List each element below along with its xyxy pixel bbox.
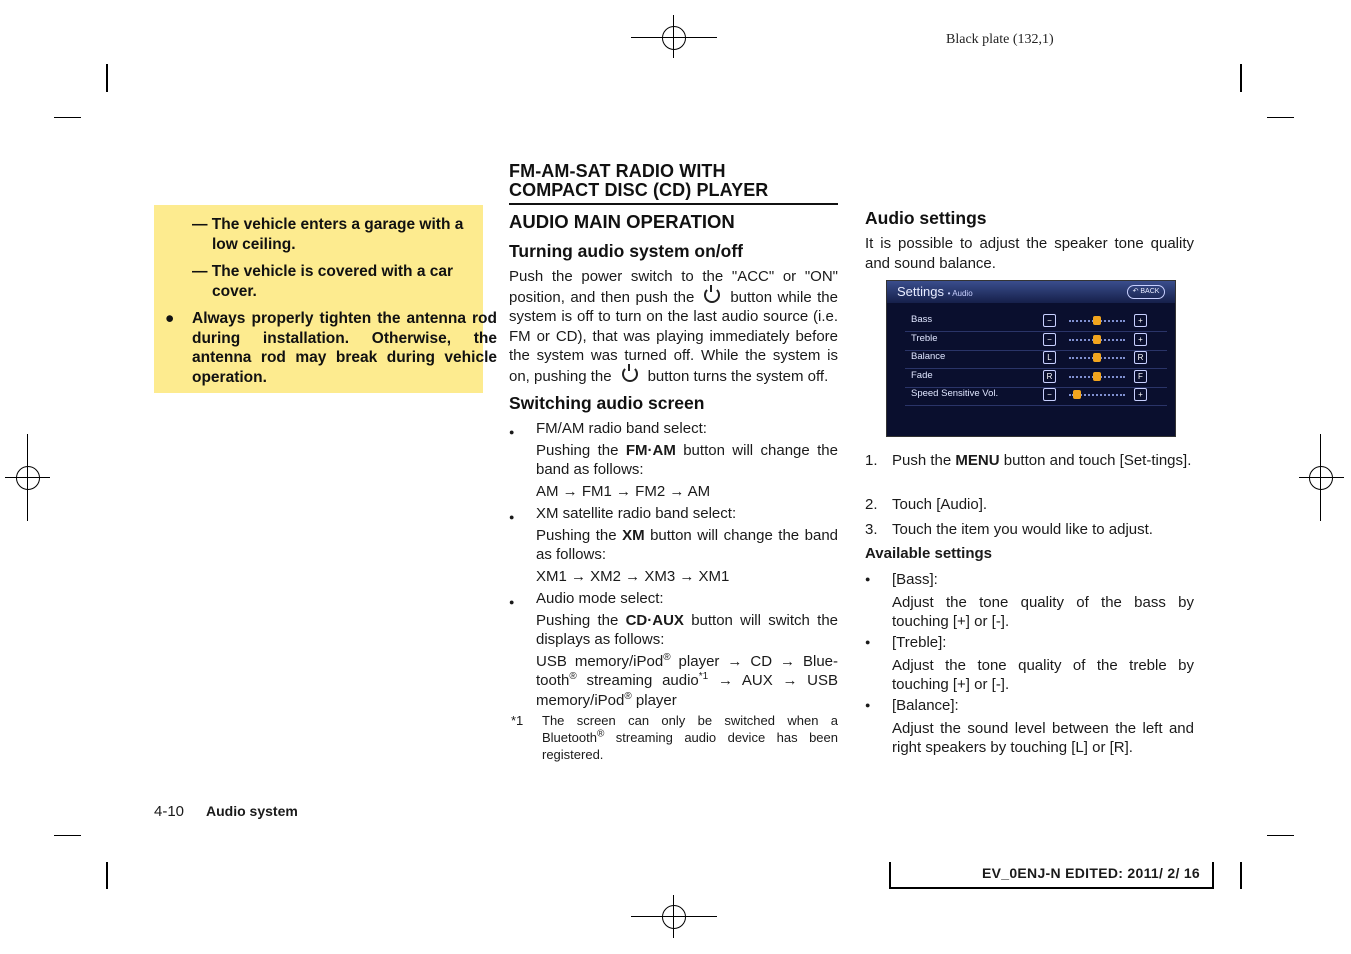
bullet-fm-am: ● FM/AM radio band select: Pushing the FM·AM button will change the band as follows: AM → FM1 → FM2 → AM (509, 420, 838, 500)
setting-desc: Adjust the sound level between the left and right speakers by touching [L] or [R]. (892, 719, 1194, 756)
on-off-paragraph: Push the power switch to the "ACC" or "ON" position, and then push the button while the system is off to turn on the last audio source (i.e. FM or CD), that was playing immediately before the system was turned off. While the system is on, pushing the button turns the system off. (509, 268, 838, 385)
increase-button[interactable]: F (1134, 370, 1147, 383)
bullet-icon: ● (865, 574, 871, 584)
audio-mode-sequence: USB memory/iPod® player → CD → Blue-tooth® streaming audio$^{*1}$ → AUX → USB memory/iPod® player (536, 651, 839, 709)
warning-dash-1: — The vehicle enters a garage with a low ceiling. (192, 216, 464, 253)
setting-item (892, 570, 1194, 632)
decrease-button[interactable]: − (1043, 314, 1056, 327)
screen-row-label: Fade (911, 369, 933, 381)
warning-dash-2: — The vehicle is covered with a car cover. (192, 263, 454, 300)
level-knob[interactable] (1093, 353, 1101, 362)
setting-item (892, 696, 1194, 758)
decrease-button[interactable]: − (1043, 333, 1056, 346)
step-text: Touch the item you would like to adjust. (892, 521, 1153, 538)
audio-settings-screen (886, 280, 1176, 437)
chapter-title: Audio system (206, 803, 298, 819)
step-number: 2. (865, 496, 878, 513)
screen-row (905, 312, 1167, 332)
warning-box (154, 205, 497, 393)
edition-label: EV_0ENJ-N EDITED: 2011/ 2/ 16 (981, 865, 1200, 881)
audio-settings-intro: It is possible to adjust the speaker tone quality and sound balance. (865, 235, 1194, 272)
bullet-icon: ● (509, 512, 515, 522)
screen-title-bar (887, 281, 1175, 303)
step-text: Push the MENU button and touch [Set-tings]. (892, 452, 1192, 469)
increase-button[interactable]: R (1134, 351, 1147, 364)
step-number: 1. (865, 452, 878, 469)
screen-row-label: Speed Sensitive Vol. (911, 388, 999, 400)
heading-switching: Switching audio screen (509, 393, 705, 413)
power-icon (622, 366, 638, 382)
setting-title: [Treble]: (892, 634, 947, 651)
xm-button-label: XM (622, 526, 645, 544)
screen-row-label: Bass (911, 314, 933, 325)
footnote-mark: *1 (511, 713, 524, 728)
menu-button-label: MENU (955, 452, 1000, 469)
level-knob[interactable] (1073, 390, 1081, 399)
bullet-icon: ● (865, 700, 871, 710)
footnote-text: The screen can only be switched when a Bluetooth® streaming audio device has been registered. (542, 713, 838, 762)
page-number: 4-10 (154, 803, 185, 820)
setting-desc: Adjust the tone quality of the bass by touching [+] or [-]. (892, 593, 1194, 630)
screen-row-label: Balance (911, 351, 946, 363)
section-title-line-2: COMPACT DISC (CD) PLAYER (509, 180, 769, 200)
heading-on-off: Turning audio system on/off (509, 241, 743, 261)
bullet-audio-mode: ● Audio mode select: Pushing the CD·AUX button will switch the displays as follows: USB memory/iPod® player → CD → Blue-tooth® streaming audio$^{*1}$ → AUX → USB memory/iPod® player (509, 590, 839, 709)
screen-row (905, 349, 1167, 369)
fm-am-sequence: AM → FM1 → FM2 → AM (536, 482, 711, 500)
decrease-button[interactable]: R (1043, 370, 1056, 383)
heading-audio-settings: Audio settings (865, 208, 987, 228)
bullet-icon: ● (865, 637, 871, 647)
setting-title: [Balance]: (892, 697, 959, 714)
section-title-line-1: FM-AM-SAT RADIO WITH (509, 161, 726, 181)
bullet-xm: ● XM satellite radio band select: Pushing the XM button will change the band as follows: XM1 → XM2 → XM3 → XM1 (509, 505, 839, 585)
increase-button[interactable]: + (1134, 388, 1147, 401)
increase-button[interactable]: + (1134, 333, 1147, 346)
screen-row-label: Treble (911, 332, 938, 344)
section-rule (509, 203, 838, 205)
available-settings-heading: Available settings (865, 545, 992, 562)
heading-audio-main: AUDIO MAIN OPERATION (509, 211, 735, 232)
screen-subtitle: • Audio (947, 289, 973, 298)
setting-title: [Bass]: (892, 571, 938, 588)
bullet-icon: ● (509, 597, 515, 607)
screen-row (905, 386, 1167, 406)
edition-box (889, 862, 1214, 889)
back-button[interactable]: ↶ BACK (1127, 285, 1165, 299)
warning-bullet: ● Always properly tighten the antenna rod during installation. Otherwise, the antenna rod may break during vehicle operation. (165, 310, 497, 386)
level-knob[interactable] (1093, 316, 1101, 325)
column-a (509, 162, 838, 205)
setting-desc: Adjust the tone quality of the treble by touching [+] or [-]. (892, 656, 1194, 693)
screen-row (905, 368, 1167, 388)
level-knob[interactable] (1093, 372, 1101, 381)
cd-aux-button-label: CD·AUX (625, 611, 684, 629)
power-icon (704, 287, 720, 303)
setting-item (892, 633, 1194, 695)
fm-am-button-label: FM·AM (625, 441, 676, 459)
decrease-button[interactable]: − (1043, 388, 1056, 401)
xm-sequence: XM1 → XM2 → XM3 → XM1 (536, 567, 730, 585)
bullet-icon: ● (165, 310, 175, 327)
screen-row (905, 331, 1167, 351)
bullet-icon: ● (509, 427, 515, 437)
step-number: 3. (865, 521, 878, 538)
step-text: Touch [Audio]. (892, 496, 988, 513)
increase-button[interactable]: + (1134, 314, 1147, 327)
plate-label: Black plate (132,1) (946, 32, 1054, 47)
decrease-button[interactable]: L (1043, 351, 1056, 364)
screen-title: Settings (897, 284, 944, 299)
level-knob[interactable] (1093, 335, 1101, 344)
